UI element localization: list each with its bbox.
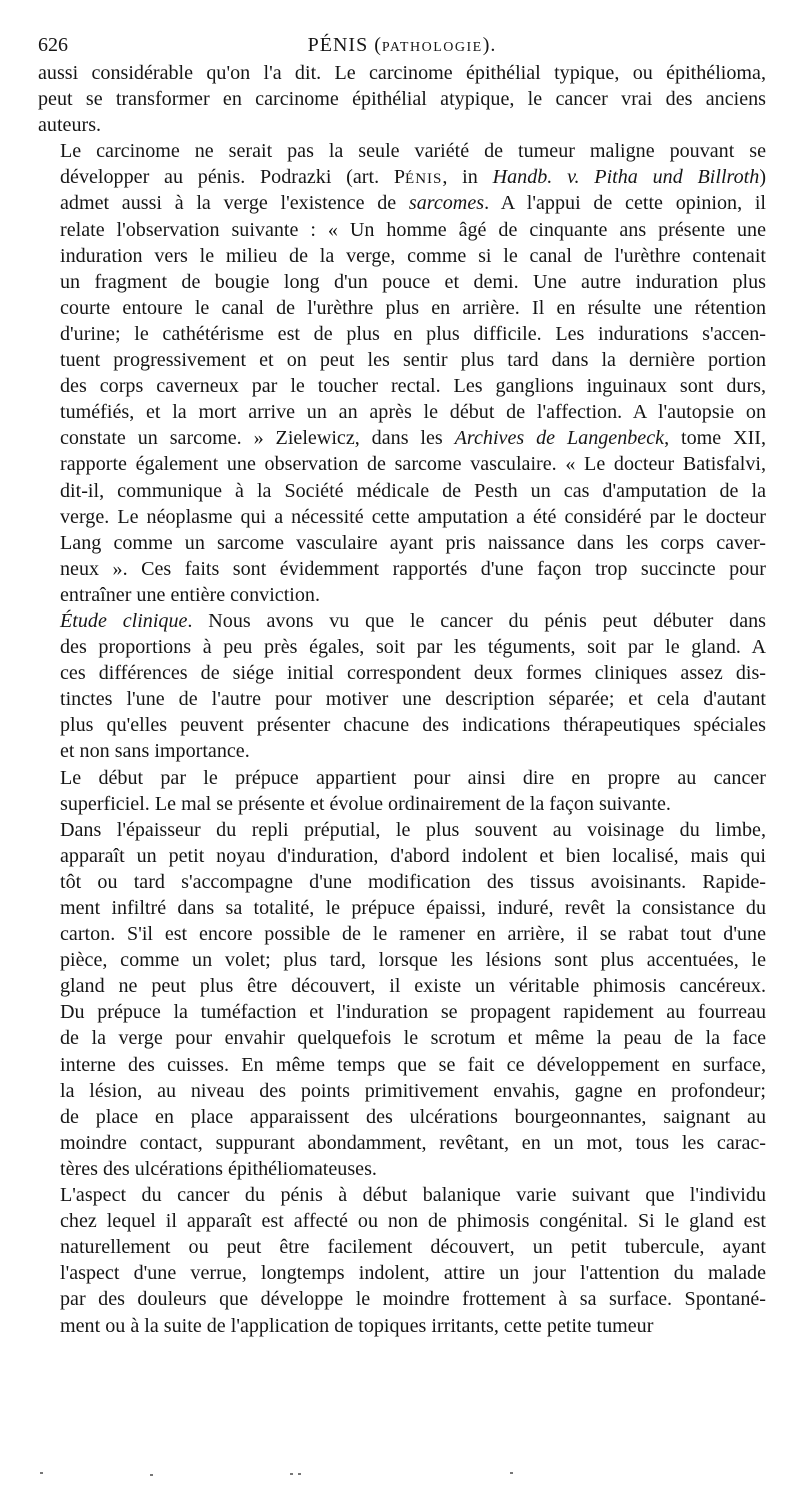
text-line: L'aspect du cancer du pénis à début balanique varie suivant que l'individu: [60, 1184, 766, 1207]
text-line: admet aussi à la verge l'existence de sarcomes. A l'appui de cette opinion, il: [60, 192, 766, 215]
paragraph: [38, 138, 766, 608]
text-line: ces différences de siége initial correspondent deux formes cliniques assez dis-: [60, 662, 766, 685]
page-number: 626: [38, 34, 68, 56]
text-line: courte entoure le canal de l'urèthre plus en arrière. Il en résulte une rétention: [60, 296, 766, 319]
scan-speck: [298, 1473, 301, 1475]
text-line: chez lequel il apparaît est affecté ou non de phimosis congénital. Si le gland est: [60, 1210, 766, 1233]
text-line: plus qu'elles peuvent présenter chacune des indications thérapeutiques spéciales: [60, 714, 766, 737]
text-line: tôt ou tard s'accompagne d'une modification des tissus avoisinants. Rapide-: [60, 870, 766, 893]
text-line: aussi considérable qu'on l'a dit. Le carcinome épithélial typique, ou épithélioma,: [38, 62, 766, 84]
text-line: dit-il, communique à la Société médicale de Pesth un cas d'amputation de la: [60, 479, 766, 502]
scan-speck: [150, 1474, 153, 1476]
text-line: Du prépuce la tuméfaction et l'induration se propagent rapidement au fourreau: [60, 1001, 766, 1024]
text-line: entraîner une entière conviction.: [60, 583, 320, 606]
text-line: Dans l'épaisseur du repli préputial, le plus souvent au voisinage du limbe,: [60, 818, 766, 841]
text-line: superficiel. Le mal se présente et évolue ordinairement de la façon suivante.: [60, 792, 671, 815]
text-line: peut se transformer en carcinome épithélial atypique, le cancer vrai des anciens: [38, 88, 766, 111]
running-title: [38, 30, 766, 63]
text-line: et non sans importance.: [60, 740, 250, 763]
text-line: Le début par le prépuce appartient pour ainsi dire en propre au cancer: [60, 766, 766, 789]
text-line: naturellement ou peut être facilement découvert, un petit tubercule, ayant: [60, 1236, 766, 1259]
text-line: des corps caverneux par le toucher rectal. Les ganglions inguinaux sont durs,: [60, 375, 766, 398]
paragraph: [38, 608, 766, 765]
text-line: d'urine; le cathétérisme est de plus en plus difficile. Les indurations s'accen-: [60, 322, 766, 345]
text-line: tères des ulcérations épithéliomateuses.: [60, 1157, 377, 1180]
text-line: induration vers le milieu de la verge, comme si le canal de l'urèthre contenait: [60, 244, 766, 267]
text-line: développer au pénis. Podrazki (art. PÉNIS, in Handb. v. Pitha und Billroth): [60, 166, 767, 189]
text-line: tinctes l'une de l'autre pour motiver une description séparée; et cela d'autant: [60, 688, 766, 711]
text-line: Lang comme un sarcome vasculaire ayant pris naissance dans les corps caver-: [60, 531, 766, 554]
paragraph: [38, 1182, 766, 1339]
paragraph: [38, 60, 766, 138]
text-line: la lésion, au niveau des points primitivement envahis, gagne en profondeur;: [60, 1079, 766, 1102]
text-line: pièce, comme un volet; plus tard, lorsque les lésions sont plus accentuées, le: [60, 949, 766, 972]
text-line: neux ». Ces faits sont évidemment rapportés d'une façon trop succincte pour: [60, 557, 766, 580]
text-line: l'aspect d'une verrue, longtemps indolent, attire un jour l'attention du malade: [60, 1262, 766, 1285]
scan-specks: [40, 1470, 740, 1480]
text-line: Le carcinome ne serait pas la seule variété de tumeur maligne pouvant se: [60, 140, 766, 163]
text-line: par des douleurs que développe le moindre frottement à sa surface. Spontané-: [60, 1288, 766, 1311]
paragraph: [38, 817, 766, 1182]
text-line: tuent progressivement et on peut les sentir plus tard dans la dernière portion: [60, 349, 766, 372]
running-title-end: ).: [482, 34, 497, 56]
text-line: relate l'observation suivante : « Un homme âgé de cinquante ans présente une: [60, 218, 766, 241]
text-line: auteurs.: [38, 114, 102, 137]
book-page: [38, 30, 766, 1339]
text-line: verge. Le néoplasme qui a nécessité cette amputation a été considéré par le docteur: [60, 505, 766, 528]
text-line: de place en place apparaissent des ulcérations bourgeonnantes, saignant au: [60, 1105, 766, 1128]
text-line: un fragment de bougie long d'un pouce et demi. Une autre induration plus: [60, 270, 766, 293]
scan-speck: [290, 1473, 293, 1475]
text-line: tuméfiés, et la mort arrive un an après le début de l'affection. A l'autopsie on: [60, 401, 766, 424]
paragraph: [38, 765, 766, 817]
page-header: [38, 30, 766, 60]
text-line: interne des cuisses. En même temps que se fait ce développement en surface,: [60, 1053, 766, 1076]
text-line: des proportions à peu près égales, soit par les téguments, soit par le gland. A: [60, 636, 766, 659]
text-line: de la verge pour envahir quelquefois le scrotum et même la peau de la face: [60, 1027, 766, 1050]
text-line: rapporte également une observation de sarcome vasculaire. « Le docteur Batisfalvi,: [60, 453, 766, 476]
body-text: [38, 60, 766, 1339]
text-line: ment ou à la suite de l'application de topiques irritants, cette petite tumeur: [60, 1314, 654, 1337]
text-line: Étude clinique. Nous avons vu que le cancer du pénis peut débuter dans: [60, 609, 766, 632]
text-line: carton. S'il est encore possible de le ramener en arrière, il se rabat tout d'une: [60, 923, 766, 946]
text-line: ment infiltré dans sa totalité, le prépuce épaissi, induré, revêt la consistance du: [60, 897, 766, 919]
scan-speck: [510, 1472, 513, 1474]
scan-speck: [40, 1472, 43, 1474]
text-line: gland ne peut plus être découvert, il existe un véritable phimosis cancéreux.: [60, 975, 766, 998]
running-title-small: PATHOLOGIE: [381, 40, 483, 55]
text-line: moindre contact, suppurant abondamment, revêtant, en un mot, tous les carac-: [60, 1131, 766, 1154]
text-line: apparaît un petit noyau d'induration, d'abord indolent et bien localisé, mais qui: [60, 844, 766, 867]
running-title-main: PÉNIS (: [307, 34, 382, 56]
text-line: constate un sarcome. » Zielewicz, dans les Archives de Langenbeck, tome XII,: [60, 427, 767, 450]
